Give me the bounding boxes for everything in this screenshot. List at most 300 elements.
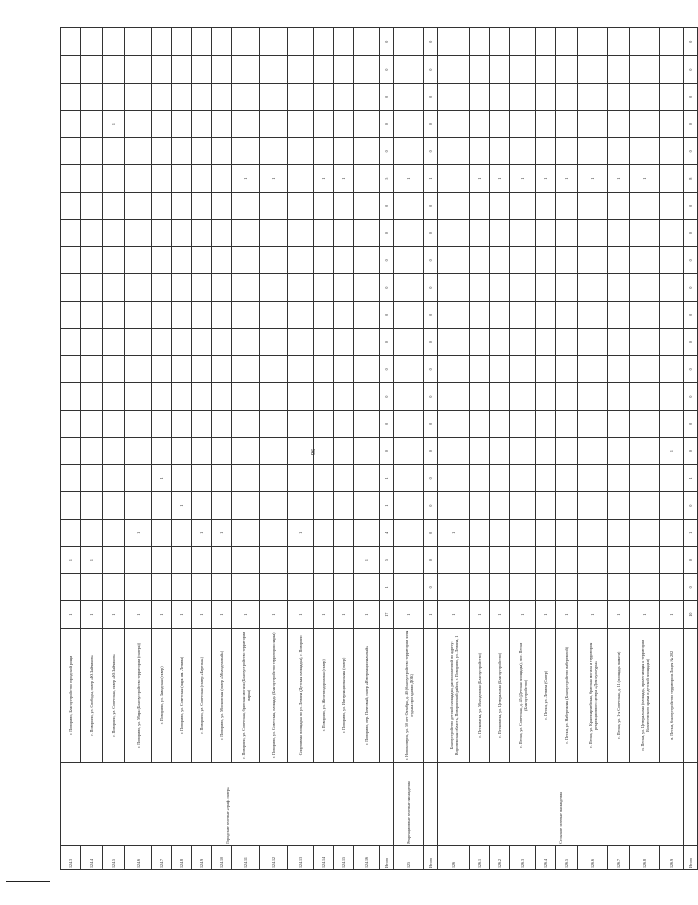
value-cell	[490, 138, 510, 165]
value-cell: 0	[380, 356, 394, 383]
value-cell	[232, 138, 260, 165]
value-cell	[288, 301, 314, 328]
value-cell	[578, 301, 608, 328]
value-cell	[232, 410, 260, 437]
value-cell: 0	[684, 383, 698, 410]
value-cell	[212, 192, 232, 219]
value-cell: 0	[424, 274, 438, 301]
value-cell	[125, 492, 152, 519]
group-label	[424, 763, 438, 846]
value-cell: 0	[380, 328, 394, 355]
value-cell	[556, 138, 578, 165]
value-cell: 0	[424, 56, 438, 83]
value-cell	[608, 492, 630, 519]
value-cell	[334, 56, 354, 83]
value-cell	[192, 546, 212, 573]
value-cell	[81, 383, 103, 410]
value-cell	[212, 274, 232, 301]
object-address: п. Пески, ул. Центральная (площадь, прилегающая к территории Вознесенского храма и детской площадки)	[630, 628, 660, 762]
value-cell	[61, 574, 81, 601]
value-cell	[354, 138, 380, 165]
value-cell	[103, 301, 125, 328]
table-row	[438, 28, 470, 870]
value-cell	[81, 56, 103, 83]
value-cell	[192, 247, 212, 274]
value-cell: 1	[380, 574, 394, 601]
value-cell	[288, 492, 314, 519]
value-cell	[61, 192, 81, 219]
value-cell	[288, 56, 314, 83]
value-cell	[81, 356, 103, 383]
value-cell: 1	[61, 601, 81, 628]
row-code: 126.9	[660, 845, 684, 869]
value-cell	[630, 301, 660, 328]
value-cell	[510, 574, 536, 601]
value-cell	[578, 28, 608, 56]
value-cell: 8	[684, 165, 698, 192]
value-cell	[172, 519, 192, 546]
value-cell	[490, 383, 510, 410]
value-cell	[578, 519, 608, 546]
value-cell: 1	[510, 165, 536, 192]
value-cell: 0	[684, 274, 698, 301]
value-cell	[172, 219, 192, 246]
value-cell	[438, 437, 470, 464]
value-cell	[192, 165, 212, 192]
value-cell: 0	[424, 328, 438, 355]
value-cell: 0	[424, 138, 438, 165]
value-cell	[510, 83, 536, 110]
value-cell: 0	[380, 410, 394, 437]
value-cell	[81, 328, 103, 355]
value-cell	[314, 546, 334, 573]
value-cell	[288, 356, 314, 383]
value-cell: 0	[380, 274, 394, 301]
table-row	[103, 28, 125, 870]
value-cell	[470, 546, 490, 573]
value-cell	[125, 437, 152, 464]
value-cell	[354, 519, 380, 546]
value-cell	[660, 356, 684, 383]
value-cell	[536, 328, 556, 355]
value-cell: 0	[684, 546, 698, 573]
value-cell	[103, 192, 125, 219]
value-cell	[212, 465, 232, 492]
value-cell	[608, 465, 630, 492]
value-cell: 1	[334, 165, 354, 192]
table-row	[61, 28, 81, 870]
value-cell	[578, 110, 608, 137]
value-cell	[660, 465, 684, 492]
value-cell	[490, 28, 510, 56]
value-cell	[288, 274, 314, 301]
value-cell: 5	[380, 546, 394, 573]
row-code: 126.6	[578, 845, 608, 869]
value-cell	[81, 465, 103, 492]
value-cell	[470, 465, 490, 492]
value-cell: 0	[684, 138, 698, 165]
value-cell	[172, 410, 192, 437]
page-number: 96	[311, 449, 317, 455]
object-address: г. Поворино, ул. Железнодорожная (сквер)	[314, 628, 334, 762]
value-cell: 0	[424, 28, 438, 56]
value-cell: 0	[684, 83, 698, 110]
value-cell: 0	[684, 28, 698, 56]
value-cell	[314, 192, 334, 219]
value-cell	[608, 301, 630, 328]
value-cell: 0	[424, 110, 438, 137]
value-cell	[660, 56, 684, 83]
value-cell	[536, 138, 556, 165]
value-cell	[314, 574, 334, 601]
value-cell	[556, 356, 578, 383]
value-cell	[354, 56, 380, 83]
value-cell: 0	[424, 192, 438, 219]
value-cell	[556, 410, 578, 437]
value-cell	[192, 465, 212, 492]
value-cell	[61, 56, 81, 83]
value-cell	[232, 274, 260, 301]
value-cell: 1	[260, 601, 288, 628]
row-code: 124.16	[354, 845, 380, 869]
value-cell: 1	[424, 165, 438, 192]
value-cell	[314, 328, 334, 355]
value-cell: 4	[380, 519, 394, 546]
value-cell	[260, 519, 288, 546]
value-cell	[608, 274, 630, 301]
value-cell: 0	[684, 574, 698, 601]
value-cell	[608, 247, 630, 274]
value-cell	[578, 328, 608, 355]
value-cell: 1	[470, 601, 490, 628]
value-cell	[334, 274, 354, 301]
value-cell	[192, 138, 212, 165]
value-cell	[212, 437, 232, 464]
value-cell	[172, 165, 192, 192]
value-cell	[630, 219, 660, 246]
value-cell	[608, 110, 630, 137]
value-cell: 0	[684, 328, 698, 355]
value-cell	[61, 301, 81, 328]
value-cell	[103, 383, 125, 410]
table-row	[578, 28, 608, 870]
value-cell	[232, 465, 260, 492]
value-cell	[394, 383, 424, 410]
value-cell	[630, 492, 660, 519]
value-cell	[61, 138, 81, 165]
row-code: 124.4	[81, 845, 103, 869]
value-cell	[394, 219, 424, 246]
value-cell	[125, 247, 152, 274]
value-cell: 0	[684, 247, 698, 274]
value-cell	[438, 192, 470, 219]
value-cell	[232, 110, 260, 137]
value-cell	[260, 328, 288, 355]
value-cell	[232, 492, 260, 519]
value-cell	[152, 56, 172, 83]
value-cell	[61, 356, 81, 383]
value-cell	[103, 247, 125, 274]
value-cell	[660, 219, 684, 246]
value-cell	[354, 247, 380, 274]
object-address: с. Пески, ул. Советская, д. 45 (Детская площадка), пос. Пески (Благоустройство)	[510, 628, 536, 762]
value-cell	[314, 56, 334, 83]
table-row	[314, 28, 334, 870]
object-address: Благоустройство детской площадки, расположенной по адресу: Воронежская область, Поворинский район, г. Поворино, ул. Ленина, 1	[438, 628, 470, 762]
group-label: Сельские зеленые насаждения	[438, 763, 684, 846]
value-cell	[260, 301, 288, 328]
value-cell: 1	[354, 601, 380, 628]
table-row	[260, 28, 288, 870]
value-cell	[354, 192, 380, 219]
row-code: 126.1	[470, 845, 490, 869]
value-cell	[260, 574, 288, 601]
object-address: г. Поворино, ул. Мира (Благоустройство территории (сквера))	[125, 628, 152, 762]
value-cell	[608, 574, 630, 601]
value-cell: 1	[172, 601, 192, 628]
value-cell: 0	[424, 247, 438, 274]
value-cell	[470, 410, 490, 437]
value-cell	[578, 356, 608, 383]
value-cell: 1	[394, 601, 424, 628]
value-cell	[232, 192, 260, 219]
value-cell: 0	[424, 356, 438, 383]
group-label: Городские зеленые «граф. сквер»	[61, 763, 394, 846]
object-address: г. Поворино, ул. Свободы, сквер «Ю.Зайчиков»	[81, 628, 103, 762]
value-cell	[438, 492, 470, 519]
value-cell	[578, 56, 608, 83]
value-cell	[212, 56, 232, 83]
value-cell	[630, 56, 660, 83]
value-cell	[556, 465, 578, 492]
footnote-rule	[6, 881, 50, 882]
total-row	[684, 28, 698, 870]
value-cell	[152, 274, 172, 301]
value-cell	[192, 110, 212, 137]
value-cell	[152, 83, 172, 110]
value-cell	[212, 110, 232, 137]
table-row	[510, 28, 536, 870]
value-cell	[334, 383, 354, 410]
value-cell	[354, 274, 380, 301]
value-cell	[103, 328, 125, 355]
value-cell	[578, 574, 608, 601]
value-cell	[314, 492, 334, 519]
value-cell	[354, 301, 380, 328]
value-cell	[81, 301, 103, 328]
value-cell	[556, 546, 578, 573]
value-cell	[172, 356, 192, 383]
value-cell	[490, 219, 510, 246]
value-cell	[608, 28, 630, 56]
row-code: 124.14	[314, 845, 334, 869]
value-cell	[172, 301, 192, 328]
value-cell	[212, 410, 232, 437]
value-cell	[660, 83, 684, 110]
value-cell	[125, 274, 152, 301]
object-address	[380, 628, 394, 762]
value-cell	[578, 138, 608, 165]
value-cell	[334, 219, 354, 246]
value-cell: 1	[314, 165, 334, 192]
object-address: Спортивная площадка по ул. Ленина (Детская площадка), г. Поворино	[288, 628, 314, 762]
value-cell	[172, 28, 192, 56]
value-cell	[660, 546, 684, 573]
value-cell	[103, 165, 125, 192]
value-cell	[232, 219, 260, 246]
value-cell	[630, 356, 660, 383]
value-cell	[354, 110, 380, 137]
value-cell: 1	[578, 165, 608, 192]
value-cell	[103, 410, 125, 437]
value-cell	[608, 138, 630, 165]
value-cell	[260, 356, 288, 383]
value-cell	[556, 437, 578, 464]
value-cell	[212, 328, 232, 355]
value-cell	[334, 410, 354, 437]
value-cell	[288, 83, 314, 110]
value-cell	[510, 465, 536, 492]
value-cell	[556, 192, 578, 219]
value-cell	[556, 519, 578, 546]
value-cell: 0	[380, 110, 394, 137]
value-cell	[536, 410, 556, 437]
value-cell: 1	[232, 165, 260, 192]
value-cell	[630, 574, 660, 601]
value-cell	[125, 328, 152, 355]
value-cell	[556, 56, 578, 83]
value-cell	[152, 328, 172, 355]
value-cell: 0	[424, 465, 438, 492]
value-cell	[314, 356, 334, 383]
total-row	[380, 28, 394, 870]
value-cell	[61, 410, 81, 437]
value-cell	[172, 383, 192, 410]
value-cell	[288, 328, 314, 355]
value-cell	[125, 83, 152, 110]
value-cell	[490, 301, 510, 328]
value-cell	[660, 492, 684, 519]
value-cell	[212, 219, 232, 246]
value-cell	[152, 301, 172, 328]
value-cell	[438, 546, 470, 573]
value-cell	[152, 437, 172, 464]
value-cell: 0	[684, 492, 698, 519]
value-cell	[438, 138, 470, 165]
value-cell	[288, 138, 314, 165]
value-cell	[470, 219, 490, 246]
table-row	[172, 28, 192, 870]
value-cell: 0	[684, 192, 698, 219]
value-cell	[578, 546, 608, 573]
value-cell	[152, 383, 172, 410]
value-cell	[260, 219, 288, 246]
value-cell	[334, 192, 354, 219]
row-code: 124.7	[152, 845, 172, 869]
value-cell: 0	[380, 247, 394, 274]
value-cell	[394, 574, 424, 601]
value-cell	[470, 519, 490, 546]
value-cell	[556, 110, 578, 137]
value-cell	[394, 410, 424, 437]
value-cell	[470, 247, 490, 274]
value-cell	[334, 492, 354, 519]
value-cell	[470, 574, 490, 601]
value-cell	[232, 28, 260, 56]
value-cell	[334, 356, 354, 383]
value-cell	[232, 383, 260, 410]
value-cell	[260, 274, 288, 301]
value-cell	[103, 138, 125, 165]
value-cell	[660, 274, 684, 301]
value-cell	[536, 28, 556, 56]
value-cell	[81, 574, 103, 601]
value-cell	[394, 519, 424, 546]
value-cell: 0	[684, 437, 698, 464]
total-row	[424, 28, 438, 870]
value-cell: 0	[424, 574, 438, 601]
table-row	[288, 28, 314, 870]
value-cell: 1	[556, 165, 578, 192]
table-row	[152, 28, 172, 870]
value-cell	[438, 465, 470, 492]
value-cell	[61, 219, 81, 246]
value-cell	[260, 383, 288, 410]
value-cell	[630, 519, 660, 546]
value-cell	[172, 83, 192, 110]
value-cell: 0	[684, 410, 698, 437]
row-code: 124.9	[192, 845, 212, 869]
value-cell	[630, 465, 660, 492]
value-cell	[81, 219, 103, 246]
table-row	[470, 28, 490, 870]
value-cell	[334, 247, 354, 274]
value-cell	[172, 274, 192, 301]
row-code: 124.15	[334, 845, 354, 869]
value-cell	[438, 56, 470, 83]
value-cell: 0	[684, 110, 698, 137]
value-cell	[125, 356, 152, 383]
value-cell	[288, 219, 314, 246]
value-cell	[394, 546, 424, 573]
row-code: 124.6	[125, 845, 152, 869]
value-cell: 1	[536, 601, 556, 628]
object-address: с. Пески, ул. 1-я Советская, д. 11 (площадь памяти)	[608, 628, 630, 762]
table-row	[125, 28, 152, 870]
value-cell	[288, 165, 314, 192]
value-cell	[125, 219, 152, 246]
value-cell	[103, 274, 125, 301]
value-cell: 0	[380, 138, 394, 165]
row-code: 126.2	[490, 845, 510, 869]
value-cell	[490, 192, 510, 219]
value-cell	[438, 219, 470, 246]
value-cell: 1	[684, 519, 698, 546]
value-cell: 1	[438, 601, 470, 628]
value-cell	[172, 56, 192, 83]
value-cell	[630, 247, 660, 274]
value-cell	[394, 492, 424, 519]
value-cell	[394, 328, 424, 355]
value-cell	[490, 437, 510, 464]
value-cell	[212, 574, 232, 601]
value-cell	[334, 546, 354, 573]
value-cell	[232, 546, 260, 573]
group-label	[684, 763, 698, 846]
value-cell	[394, 28, 424, 56]
value-cell	[81, 410, 103, 437]
value-cell	[608, 356, 630, 383]
